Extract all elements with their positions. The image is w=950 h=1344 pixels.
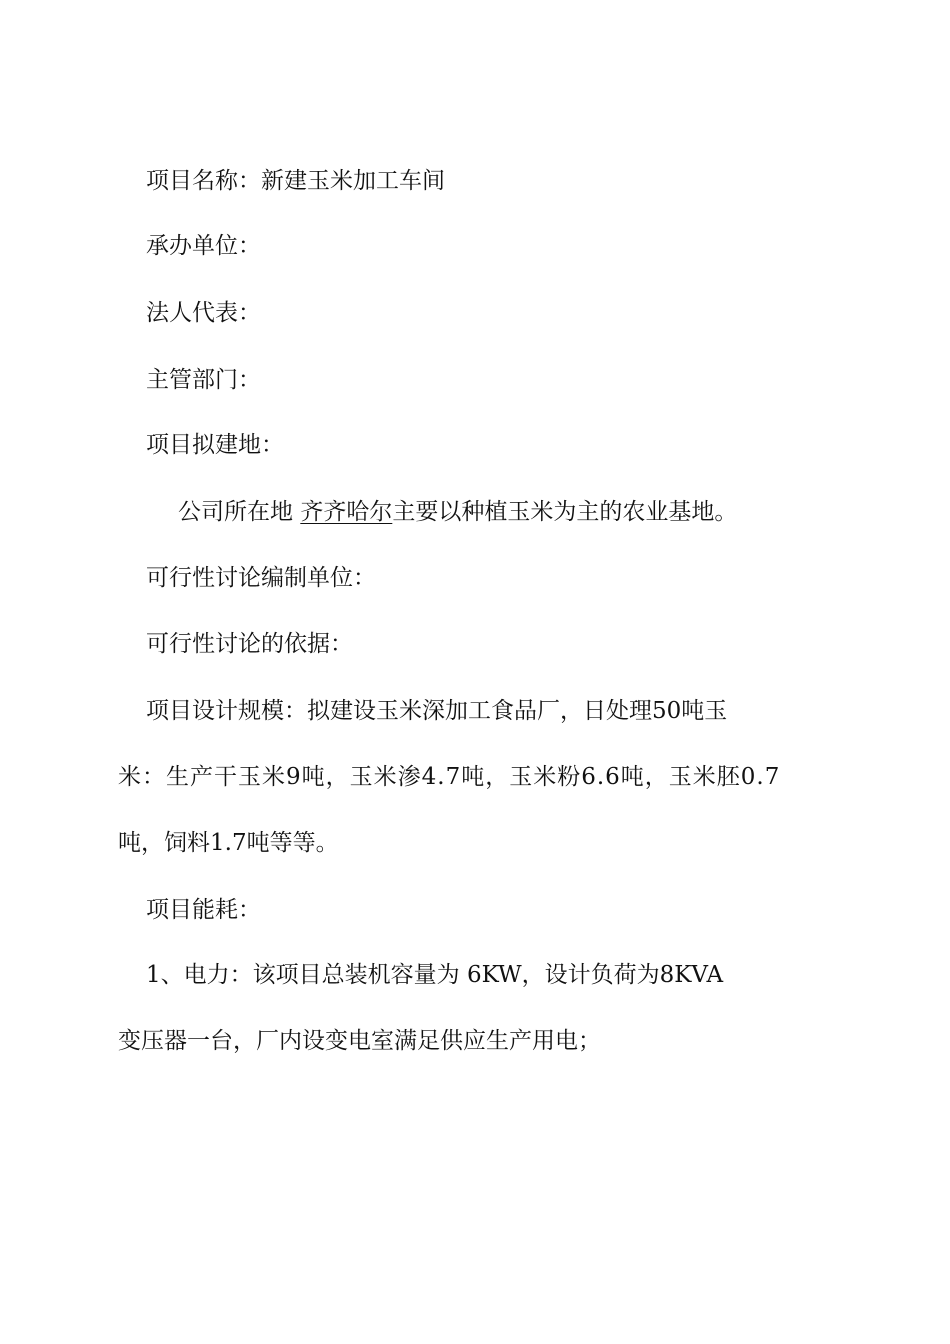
organizer-line: 承办单位： bbox=[146, 233, 261, 259]
authority-line: 主管部门： bbox=[146, 367, 261, 393]
power-line-1: 1、电力：该项目总装机容量为 6KW，设计负荷为8KVA bbox=[146, 962, 724, 988]
site-suffix-text: 主要以种植玉米为主的农业基地。 bbox=[392, 499, 738, 525]
scale-line-1: 项目设计规模：拟建设玉米深加工食品厂，日处理50吨玉 bbox=[146, 698, 728, 724]
power-line-2: 变压器一台，厂内设变电室满足供应生产用电； bbox=[118, 1028, 601, 1054]
project-name-line: 项目名称：新建玉米加工车间 bbox=[146, 168, 445, 194]
site-description-line bbox=[178, 497, 737, 527]
site-prefix-text: 公司所在地 bbox=[178, 499, 301, 525]
feasibility-unit-line: 可行性讨论编制单位： bbox=[146, 565, 376, 591]
scale-line-2: 米：生产干玉米9吨，玉米渗4.7吨，玉米粉6.6吨，玉米胚0.7 bbox=[118, 764, 781, 790]
scale-line-3: 吨，饲料1.7吨等等。 bbox=[118, 830, 339, 856]
legal-rep-line: 法人代表： bbox=[146, 300, 261, 326]
feasibility-basis-line: 可行性讨论的依据： bbox=[146, 631, 353, 657]
site-heading-line: 项目拟建地： bbox=[146, 432, 284, 458]
energy-heading-line: 项目能耗： bbox=[146, 897, 261, 923]
site-city-link[interactable]: 齐齐哈尔 bbox=[300, 499, 393, 525]
